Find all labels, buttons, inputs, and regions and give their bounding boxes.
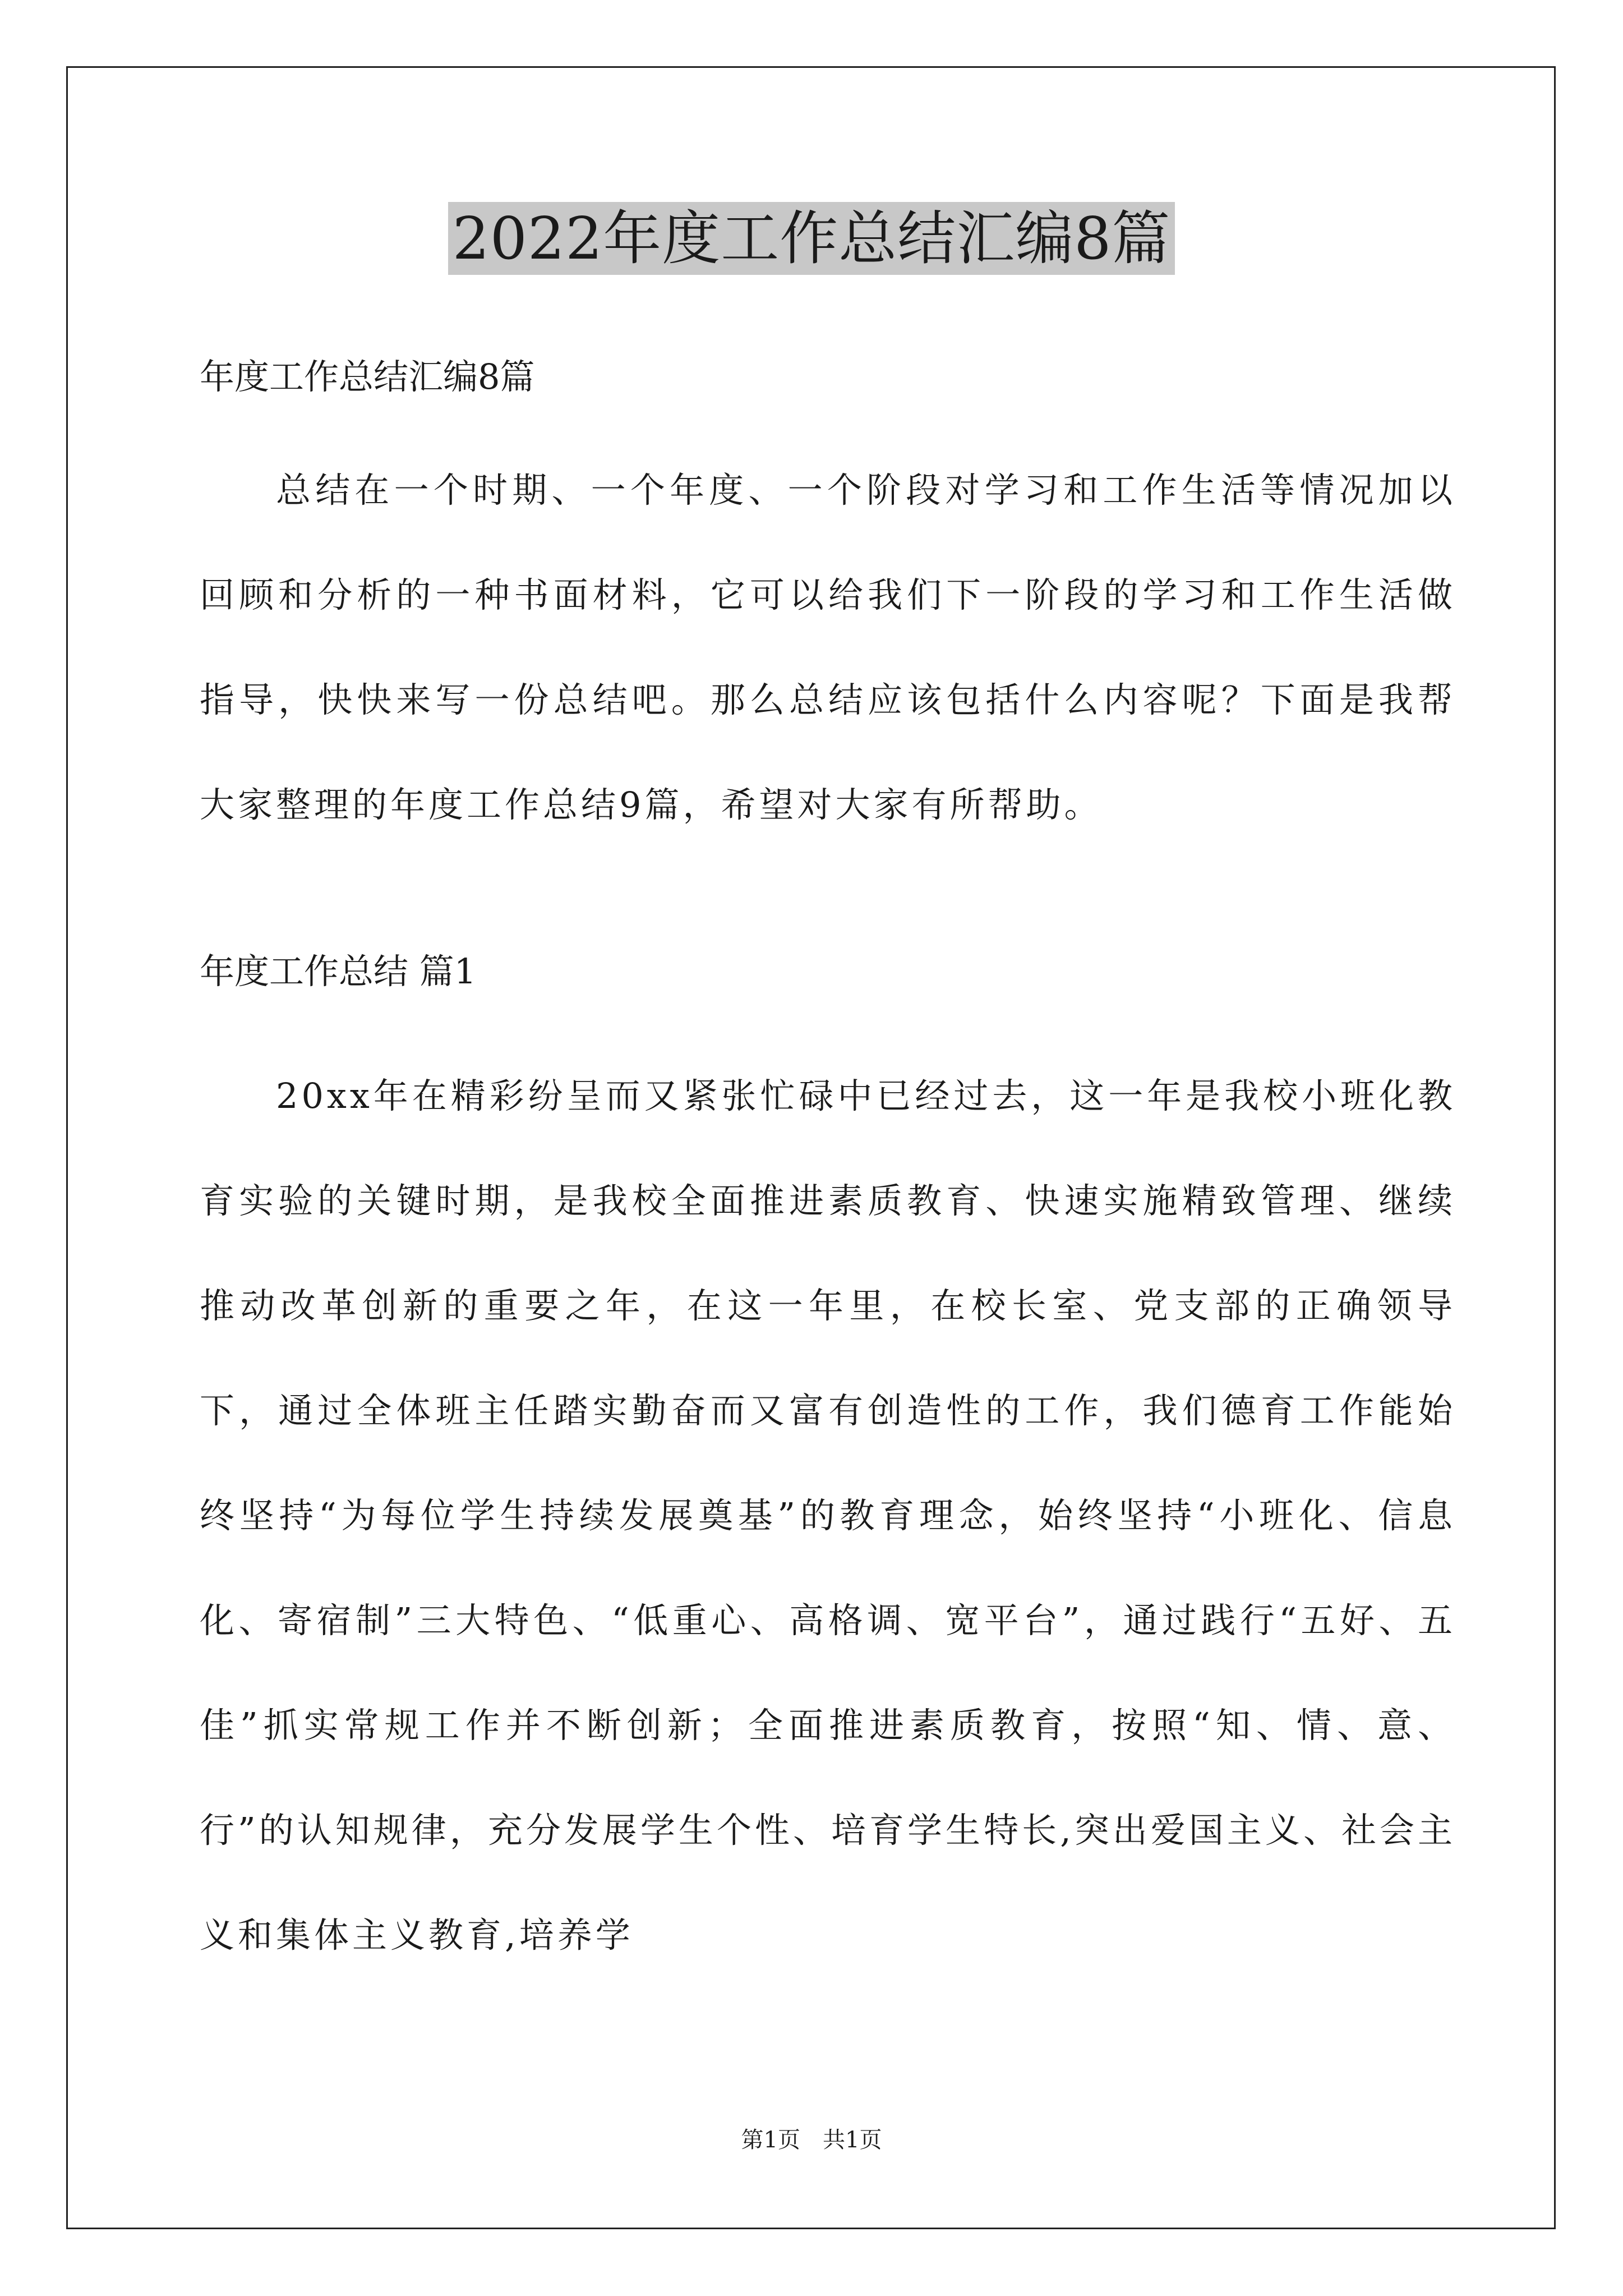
section-heading: 年度工作总结 篇1 <box>200 951 477 992</box>
document-subtitle: 年度工作总结汇编8篇 <box>200 356 535 397</box>
title-container <box>0 202 1623 275</box>
document-title: 2022年度工作总结汇编8篇 <box>448 202 1175 275</box>
section-paragraph: 20xx年在精彩纷呈而又紧张忙碌中已经过去，这一年是我校小班化教育实验的关键时期，是我校全面推进素质教育、快速实施精致管理、继续推动改革创新的重要之年，在这一年里，在校长室、党支部的正确领导下，通过全体班主任踏实勤奋而又富有创造性的工作，我们德育工作能始终坚持“为每位学生持续发展奠基”的教育理念，始终坚持“小班化、信息化、寄宿制”三大特色、“低重心、高格调、宽平台”，通过践行“五好、五佳”抓实常规工作并不断创新；全面推进素质教育，按照“知、情、意、行”的认知规律，充分发展学生个性、培育学生特长,突出爱国主义、社会主义和集体主义教育,培养学 <box>200 1075 1456 1955</box>
intro-paragraph: 总结在一个时期、一个年度、一个阶段对学习和工作生活等情况加以回顾和分析的一种书面材料，它可以给我们下一阶段的学习和工作生活做指导，快快来写一份总结吧。那么总结应该包括什么内容呢？下面是我帮大家整理的年度工作总结9篇，希望对大家有所帮助。 <box>200 470 1456 825</box>
page-footer: 第1页 共1页 <box>741 2127 882 2153</box>
